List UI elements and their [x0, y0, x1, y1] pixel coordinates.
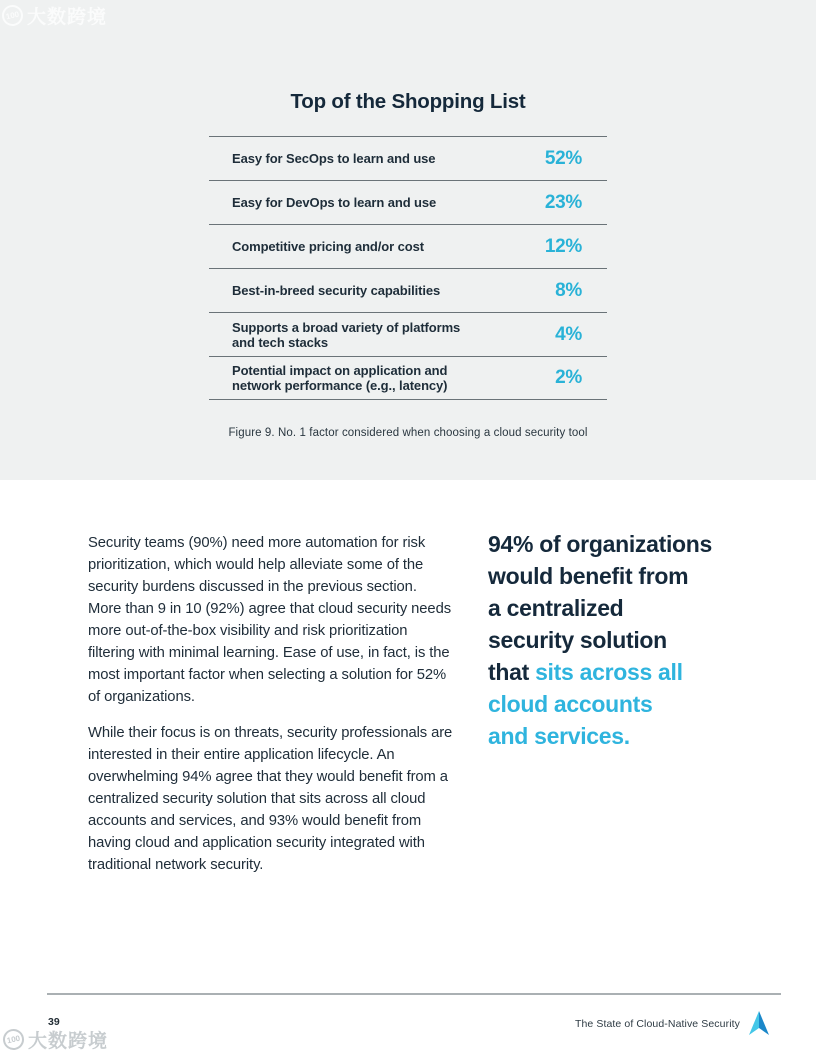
quote-line: would benefit from [488, 563, 689, 589]
figure-table [209, 136, 607, 400]
watermark-text: 大数跨境 [28, 1031, 109, 1052]
row-value: 8% [555, 279, 582, 301]
figure-section [0, 0, 816, 480]
watermark-text: 大数跨境 [27, 7, 108, 28]
watermark-top [2, 2, 107, 29]
quote-line: a centralized [488, 595, 624, 621]
row-value: 12% [544, 235, 582, 257]
pull-quote [488, 528, 778, 890]
quote-line: cloud accounts [488, 691, 653, 717]
row-value: 4% [555, 323, 582, 345]
row-label: Competitive pricing and/or cost [232, 239, 424, 254]
table-row [209, 136, 607, 180]
page-number: 39 [48, 1016, 60, 1028]
table-row [209, 180, 607, 224]
body-section [0, 480, 816, 890]
row-label: Easy for SecOps to learn and use [232, 151, 436, 166]
body-text-column [88, 532, 454, 890]
row-value: 23% [544, 191, 582, 213]
row-label: Easy for DevOps to learn and use [232, 195, 437, 210]
row-label: Potential impact on application and network performance (e.g., latency) [232, 363, 448, 393]
quote-line: that sits across all [488, 659, 683, 685]
table-row [209, 356, 607, 400]
table-row [209, 312, 607, 356]
body-paragraph: While their focus is on threats, security professionals are interested in their entire application lifecycle. An overwhelming 94% agree that they would benefit from a centralized security solution that sits across all cloud accounts and services, and 93% would benefit from having cloud and application security integrated with traditional network security. [88, 725, 453, 873]
table-row [209, 224, 607, 268]
quote-line: security solution [488, 627, 667, 653]
footer-right [575, 1011, 769, 1036]
quote-line: and services. [488, 723, 630, 749]
quote-line: 94% of organizations [488, 531, 713, 557]
footer-divider [47, 993, 781, 995]
figure-caption: Figure 9. No. 1 factor considered when choosing a cloud security tool [228, 427, 588, 439]
body-paragraph: Security teams (90%) need more automation for risk prioritization, which would help alleviate some of the security burdens discussed in the previous section. More than 9 in 10 (92%) agree that cloud security needs more out-of-the-box visibility and risk prioritization filtering with minimal learning. Ease of use, in fact, is the most important factor when selecting a solution for 52% of organizations. [88, 535, 451, 705]
figure-title: Top of the Shopping List [290, 90, 526, 113]
watermark-badge-icon: 100 [1, 1027, 26, 1052]
report-title: The State of Cloud-Native Security [574, 1017, 740, 1030]
watermark-bottom [3, 1026, 108, 1053]
row-label: Best-in-breed security capabilities [232, 283, 441, 298]
prisma-logo-icon [749, 1011, 769, 1036]
row-label: Supports a broad variety of platforms and tech stacks [232, 319, 461, 350]
row-value: 52% [544, 147, 582, 169]
watermark-badge-icon: 100 [0, 3, 25, 28]
row-value: 2% [555, 367, 582, 388]
table-row [209, 268, 607, 312]
